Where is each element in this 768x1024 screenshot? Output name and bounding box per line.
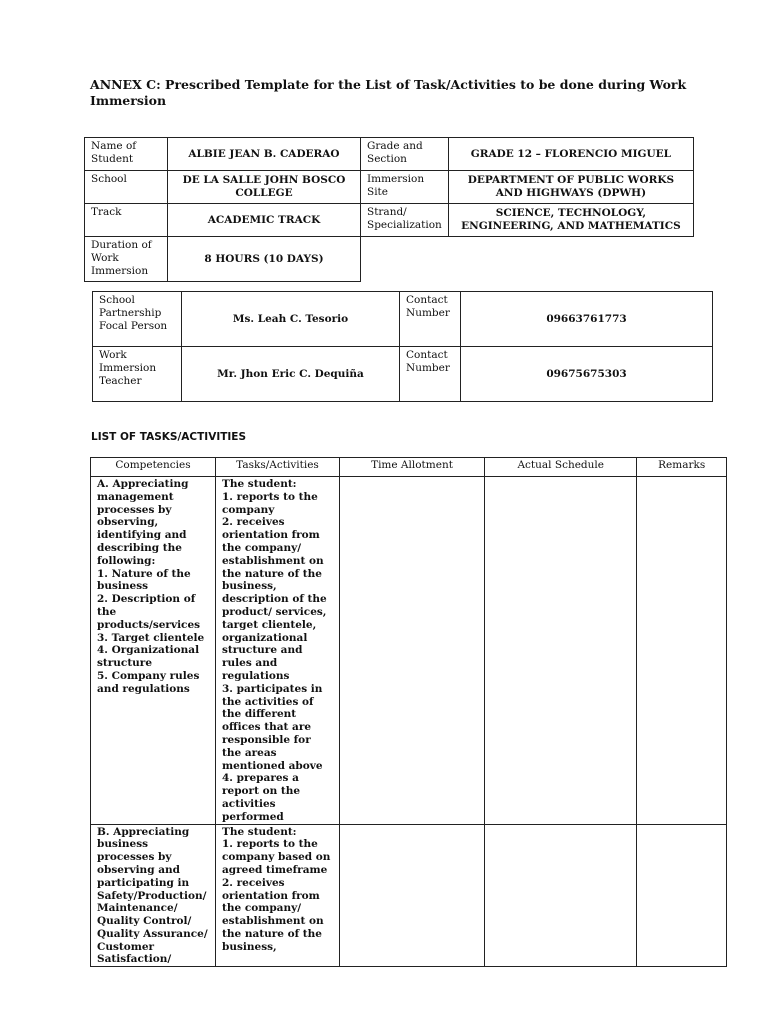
tasks-heading: LIST OF TASKS/ACTIVITIES [91, 431, 247, 443]
focal-person-name: Ms. Leah C. Tesorio [182, 292, 400, 347]
teacher-contact-value: 09675675303 [461, 347, 713, 402]
name-label: Name of Student [85, 138, 168, 171]
task-text: 1. reports to the company based on agreed timeframe [222, 838, 331, 876]
school-label: School [85, 171, 168, 204]
task-text: 3. participates in the activities of the different offices that are responsible for the areas mentioned above [222, 682, 323, 772]
competency-text: 4. Organizational structure [97, 644, 200, 670]
task-text: 4. prepares a report on the activities performed [222, 772, 301, 823]
tasks-cell [216, 477, 340, 825]
task-text: 2. receives orientation from the company/ establishment on the nature of the business, [222, 876, 324, 953]
tasks-table [90, 457, 727, 967]
task-text: The student: [222, 825, 297, 838]
table-row [91, 824, 727, 967]
header-actual-schedule: Actual Schedule [485, 458, 637, 477]
track-label: Track [85, 204, 168, 237]
contacts-table [92, 291, 713, 402]
name-value: ALBIE JEAN B. CADERAO [168, 138, 361, 171]
competency-text: A. Appreciating management processes by observing, identifying and describing the following: [97, 478, 189, 567]
time-allotment-cell [340, 824, 485, 967]
competency-text: 3. Target clientele [97, 631, 205, 644]
strand-value: SCIENCE, TECHNOLOGY, ENGINEERING, AND MATHEMATICS [448, 204, 693, 237]
actual-schedule-cell [485, 824, 637, 967]
competency-text: 5. Company rules and regulations [97, 669, 200, 695]
focal-person-label: School Partnership Focal Person [93, 292, 182, 347]
duration-label: Duration of Work Immersion [85, 237, 168, 282]
header-tasks: Tasks/Activities [216, 458, 340, 477]
focal-contact-value: 09663761773 [461, 292, 713, 347]
site-label: Immersion Site [361, 171, 449, 204]
competencies-cell [91, 824, 216, 967]
actual-schedule-cell [485, 477, 637, 825]
header-competencies: Competencies [91, 458, 216, 477]
site-value: DEPARTMENT OF PUBLIC WORKS AND HIGHWAYS (DPWH) [448, 171, 693, 204]
competency-text: 1. Nature of the business [97, 567, 191, 593]
grade-value: GRADE 12 – FLORENCIO MIGUEL [448, 138, 693, 171]
remarks-cell [637, 477, 727, 825]
student-info-table [84, 137, 694, 282]
tasks-header-row [91, 458, 727, 477]
task-text: The student: [222, 478, 297, 490]
task-text: 2. receives orientation from the company/ establishment on the nature of the business, description of the product/ services, target clientele, organizational structure and rules and regulations [222, 516, 327, 682]
grade-label: Grade and Section [361, 138, 449, 171]
empty-cell [361, 237, 694, 282]
remarks-cell [637, 824, 727, 967]
competencies-cell [91, 477, 216, 825]
teacher-name: Mr. Jhon Eric C. Dequiña [182, 347, 400, 402]
competency-text: 2. Description of the products/services [97, 593, 201, 631]
header-time-allotment: Time Allotment [340, 458, 485, 477]
teacher-contact-label: Contact Number [400, 347, 461, 402]
duration-value: 8 HOURS (10 DAYS) [168, 237, 361, 282]
time-allotment-cell [340, 477, 485, 825]
strand-label: Strand/ Specialization [361, 204, 449, 237]
header-remarks: Remarks [637, 458, 727, 477]
task-text: 1. reports to the company [222, 490, 318, 516]
table-row [91, 477, 727, 825]
school-value: DE LA SALLE JOHN BOSCO COLLEGE [168, 171, 361, 204]
competency-text: B. Appreciating business processes by observing and participating in Safety/Production/ Maintenance/ Quality Control/ Quality Assurance/ Customer Satisfaction/ [97, 825, 208, 966]
document-title: ANNEX C: Prescribed Template for the List of Task/Activities to be done during Work Immersion [90, 77, 687, 108]
track-value: ACADEMIC TRACK [168, 204, 361, 237]
focal-contact-label: Contact Number [400, 292, 461, 347]
teacher-label: Work Immersion Teacher [93, 347, 182, 402]
tasks-cell [216, 824, 340, 967]
